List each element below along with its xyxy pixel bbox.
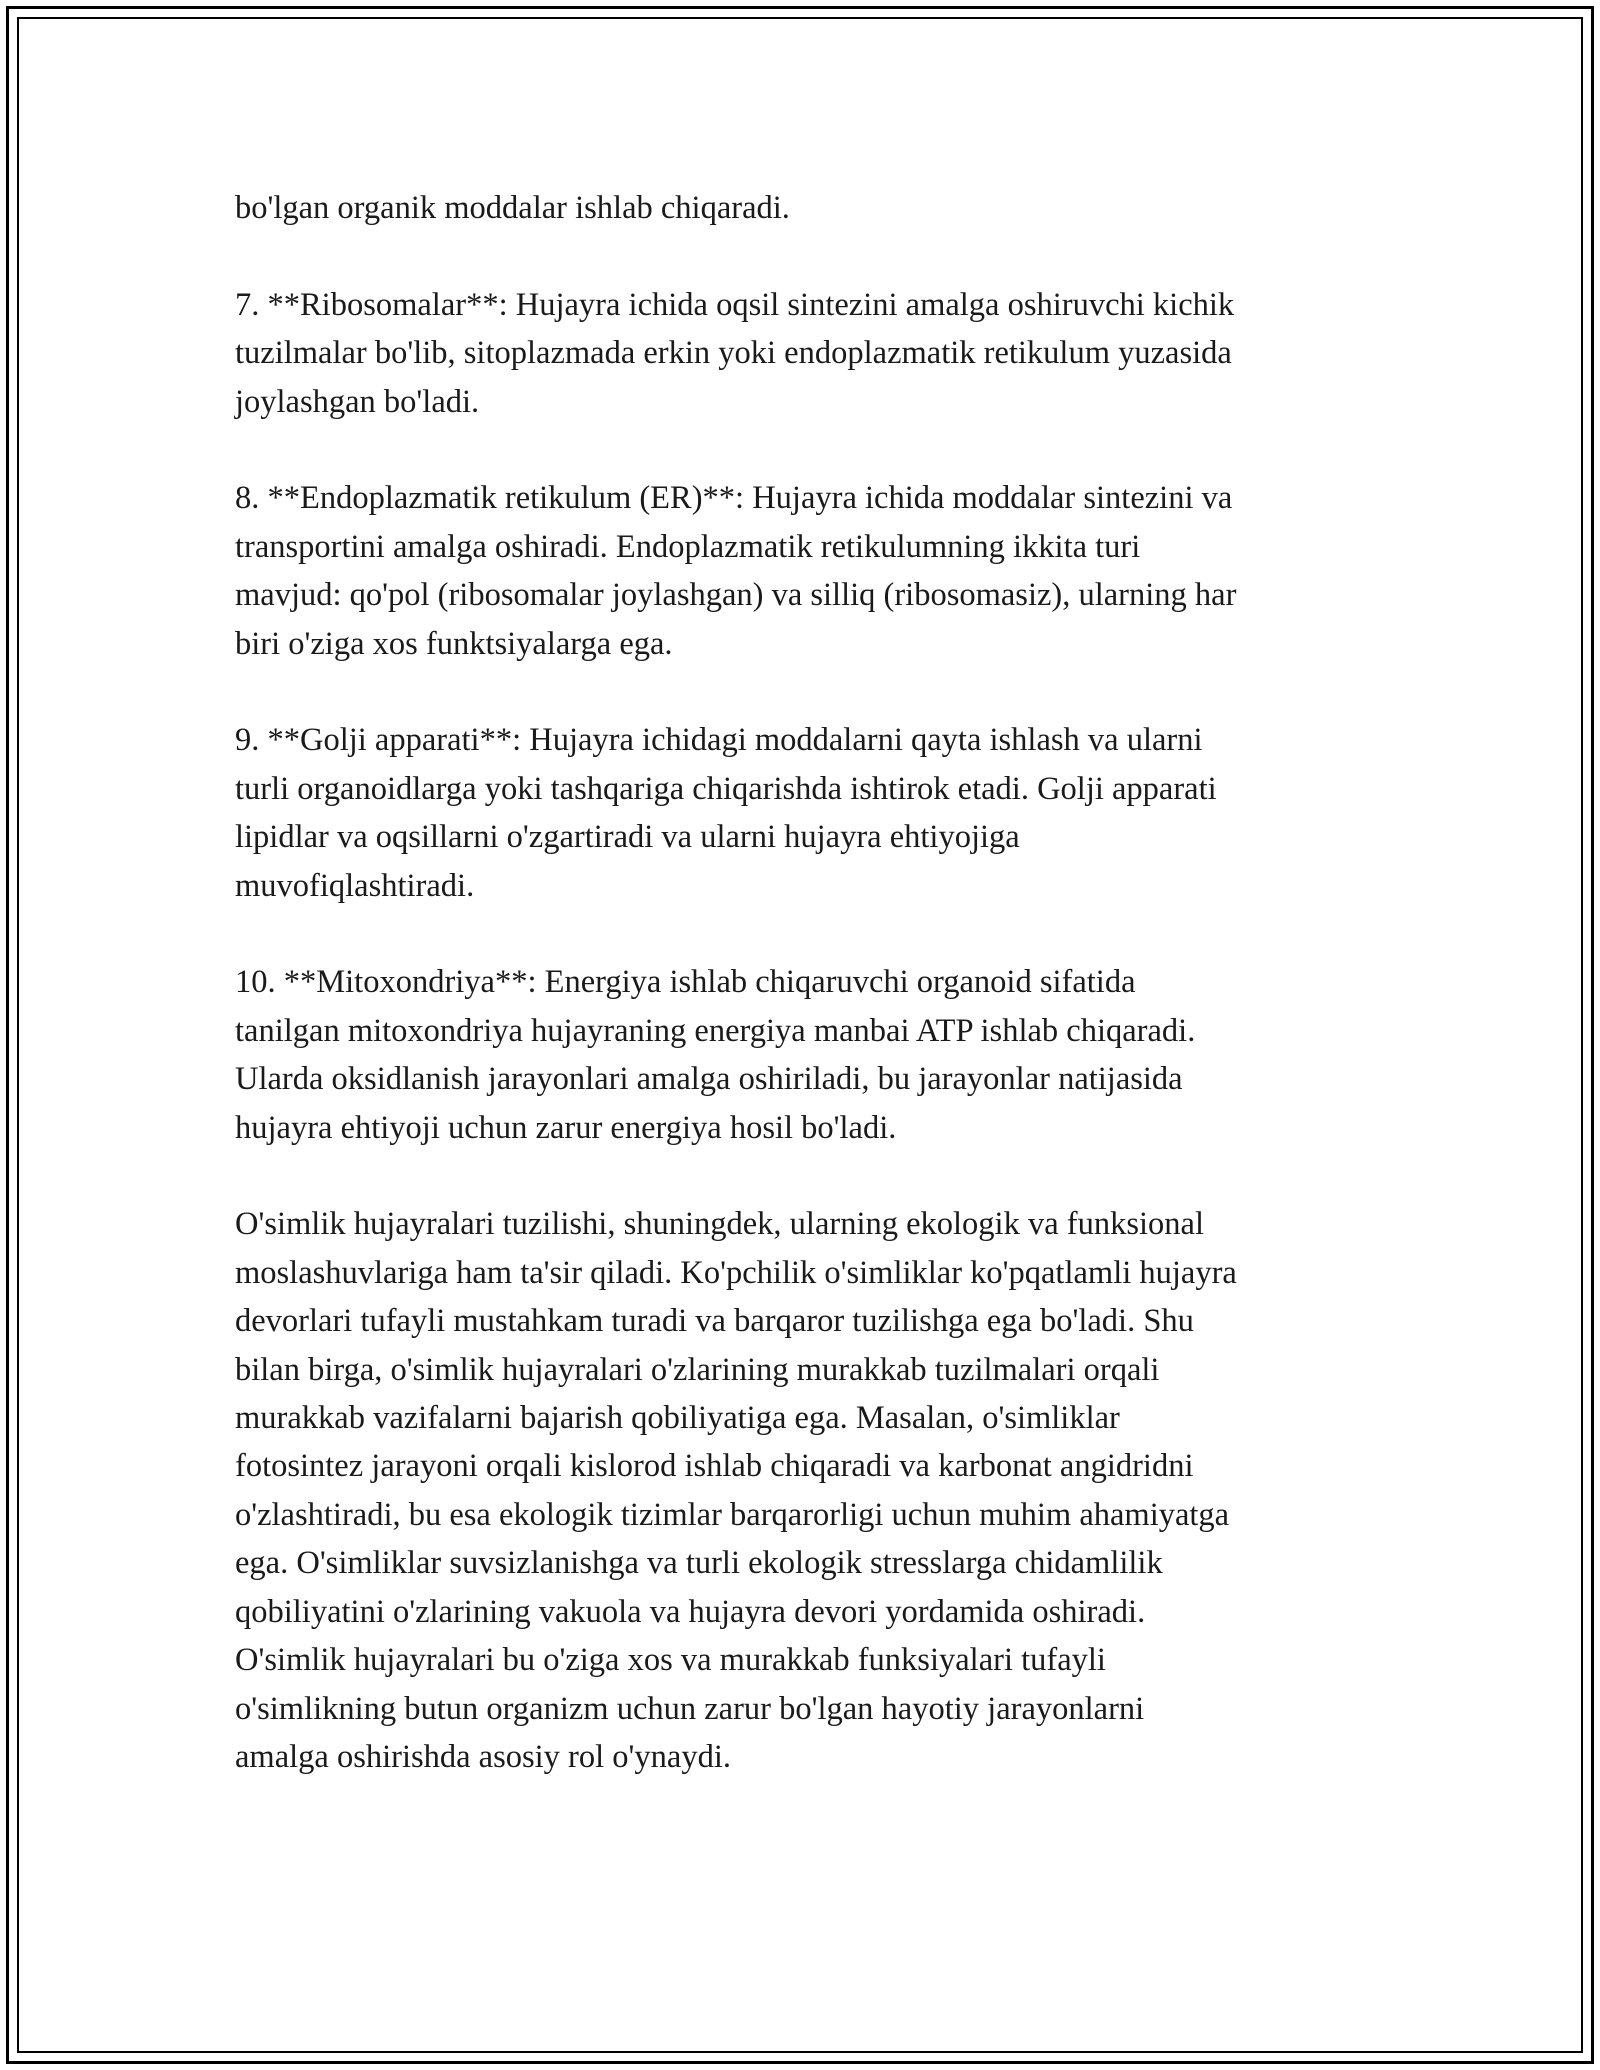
text-line: fotosintez jarayoni orqali kislorod ishlab chiqaradi va karbonat angidridni — [235, 1448, 1194, 1485]
text-line: hujayra ehtiyoji uchun zarur energiya hosil bo'ladi. — [235, 1109, 897, 1146]
text-line: qobiliyatini o'zlarining vakuola va hujayra devori yordamida oshiradi. — [235, 1593, 1146, 1630]
paragraph-continuation — [235, 184, 1375, 232]
text-line: o'zlashtiradi, bu esa ekologik tizimlar barqarorligi uchun muhim ahamiyatga — [235, 1496, 1230, 1533]
text-line: lipidlar va oqsillarni o'zgartiradi va ularni hujayra ehtiyojiga — [235, 819, 1020, 856]
text-line: bilan birga, o'simlik hujayralari o'zlarining murakkab tuzilmalari orqali — [235, 1351, 1160, 1388]
text-line: O'simlik hujayralari bu o'ziga xos va murakkab funksiyalari tufayli — [235, 1642, 1106, 1679]
text-line: mavjud: qo'pol (ribosomalar joylashgan) va silliq (ribosomasiz), ularning har — [235, 577, 1237, 614]
text-line: tanilgan mitoxondriya hujayraning energiya manbai ATP ishlab chiqaradi. — [235, 1012, 1196, 1049]
paragraph-endoplazmatik-retikulum — [235, 474, 1375, 668]
paragraph-conclusion — [235, 1200, 1375, 1781]
text-line: turli organoidlarga yoki tashqariga chiqarishda ishtirok etadi. Golji apparati — [235, 770, 1217, 807]
text-line: o'simlikning butun organizm uchun zarur bo'lgan hayotiy jarayonlarni — [235, 1690, 1145, 1727]
text-line: 8. **Endoplazmatik retikulum (ER)**: Hujayra ichida moddalar sintezini va — [235, 480, 1233, 517]
text-line: bo'lgan organik moddalar ishlab chiqaradi. — [235, 190, 790, 226]
text-line: 9. **Golji apparati**: Hujayra ichidagi moddalarni qayta ishlash va ularni — [235, 722, 1203, 759]
text-line: 7. **Ribosomalar**: Hujayra ichida oqsil sintezini amalga oshiruvchi kichik — [235, 286, 1235, 323]
text-line: murakkab vazifalarni bajarish qobiliyatiga ega. Masalan, o'simliklar — [235, 1400, 1120, 1437]
text-line: tuzilmalar bo'lib, sitoplazmada erkin yoki endoplazmatik retikulum yuzasida — [235, 335, 1232, 372]
text-line: moslashuvlariga ham ta'sir qiladi. Ko'pchilik o'simliklar ko'pqatlamli hujayra — [235, 1254, 1237, 1291]
document-body — [235, 184, 1375, 1830]
text-line: amalga oshirishda asosiy rol o'ynaydi. — [235, 1738, 731, 1775]
text-line: biri o'ziga xos funktsiyalarga ega. — [235, 625, 673, 662]
text-line: 10. **Mitoxondriya**: Energiya ishlab chiqaruvchi organoid sifatida — [235, 964, 1136, 1001]
text-line: ega. O'simliklar suvsizlanishga va turli ekologik stresslarga chidamlilik — [235, 1545, 1163, 1582]
paragraph-mitoxondriya — [235, 958, 1375, 1152]
paragraph-golji-apparati — [235, 716, 1375, 910]
text-line: devorlari tufayli mustahkam turadi va barqaror tuzilishga ega bo'ladi. Shu — [235, 1303, 1194, 1340]
text-line: transportini amalga oshiradi. Endoplazmatik retikulumning ikkita turi — [235, 528, 1141, 565]
text-line: Ularda oksidlanish jarayonlari amalga oshiriladi, bu jarayonlar natijasida — [235, 1061, 1183, 1098]
paragraph-ribosomalar — [235, 281, 1375, 426]
text-line: joylashgan bo'ladi. — [235, 383, 480, 420]
text-line: muvofiqlashtiradi. — [235, 867, 475, 904]
text-line: O'simlik hujayralari tuzilishi, shuningdek, ularning ekologik va funksional — [235, 1206, 1204, 1243]
